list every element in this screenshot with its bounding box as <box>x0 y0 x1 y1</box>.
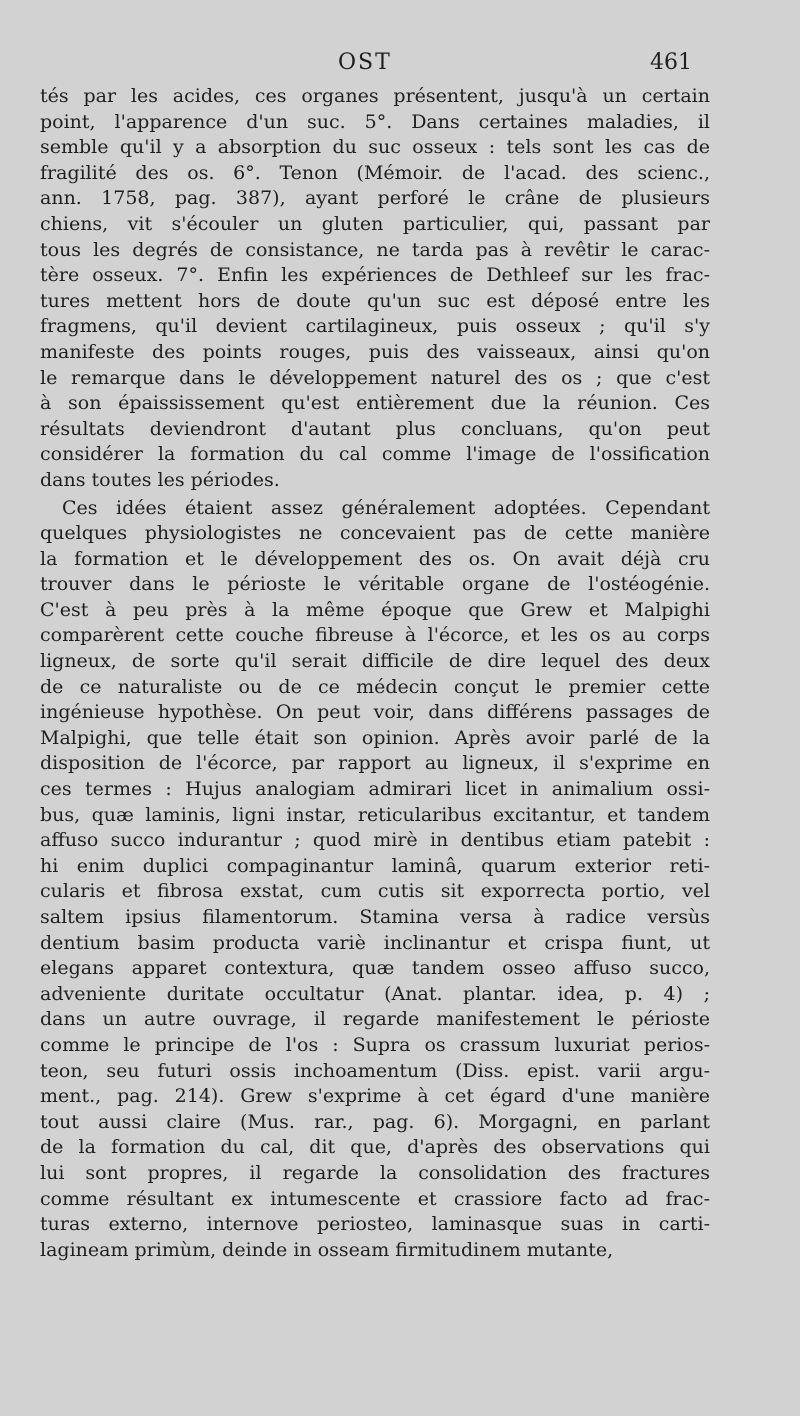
text-line: ingénieuse hypothèse. On peut voir, dans différens passages de <box>40 701 710 724</box>
text-line: C'est à peu près à la même époque que Grew et Malpighi <box>40 598 710 621</box>
paragraph <box>40 496 710 1264</box>
text-line: lui sont propres, il regarde la consolidation des fractures <box>40 1161 710 1184</box>
text-line: tés par les acides, ces organes présentent, jusqu'à un certain <box>40 85 710 107</box>
text-line: de ce naturaliste ou de ce médecin conçut le premier cette <box>40 675 710 698</box>
text-line: cularis et fibrosa exstat, cum cutis sit exporrecta portio, vel <box>40 880 710 903</box>
text-line: tout aussi claire (Mus. rar., pag. 6). Morgagni, en parlant <box>40 1110 710 1133</box>
text-line: dans toutes les périodes. <box>40 468 280 491</box>
text-line: teon, seu futuri ossis inchoamentum (Diss. epist. varii argu- <box>40 1059 710 1082</box>
text-line: manifeste des points rouges, puis des vaisseaux, ainsi qu'on <box>40 340 710 363</box>
text-line: elegans apparet contextura, quæ tandem osseo affuso succo, <box>40 957 710 980</box>
text-line: quelques physiologistes ne concevaient pas de cette manière <box>40 522 710 545</box>
text-line: la formation et le développement des os. On avait déjà cru <box>40 547 710 570</box>
text-line: affuso succo indurantur ; quod mirè in dentibus etiam patebit : <box>40 829 710 852</box>
text-line: disposition de l'écorce, par rapport au ligneux, il s'exprime en <box>40 752 710 775</box>
text-line: turas externo, internove periosteo, laminasque suas in carti- <box>40 1213 710 1236</box>
text-line: point, l'apparence d'un suc. 5°. Dans certaines maladies, il <box>40 110 710 133</box>
text-line: ment., pag. 214). Grew s'exprime à cet égard d'une manière <box>40 1085 710 1108</box>
text-line: ligneux, de sorte qu'il serait difficile de dire lequel des deux <box>40 650 710 673</box>
text-line: comme résultant ex intumescente et crassiore facto ad frac- <box>40 1187 710 1210</box>
text-line: tous les degrés de consistance, ne tarda pas à revêtir le carac- <box>40 238 710 261</box>
text-line: résultats deviendront d'autant plus concluans, qu'on peut <box>40 417 710 440</box>
text-line: à son épaississement qu'est entièrement due la réunion. Ces <box>40 392 710 415</box>
text-line: bus, quæ laminis, ligni instar, reticularibus excitantur, et tandem <box>40 803 710 826</box>
text-line: lagineam primùm, deinde in osseam firmitudinem mutante, <box>40 1238 614 1261</box>
text-line: fragmens, qu'il devient cartilagineux, puis osseux ; qu'il s'y <box>40 315 710 338</box>
text-line: Malpighi, que telle était son opinion. Après avoir parlé de la <box>40 726 710 749</box>
page-header <box>0 50 800 80</box>
running-head: OST <box>338 50 392 75</box>
text-line: considérer la formation du cal comme l'image de l'ossification <box>40 443 710 466</box>
text-line: ces termes : Hujus analogiam admirari licet in animalium ossi- <box>40 778 710 801</box>
text-line: trouver dans le périoste le véritable organe de l'ostéogénie. <box>40 573 710 596</box>
text-line: hi enim duplici compaginantur laminâ, quarum exterior reti- <box>40 854 710 877</box>
text-line: tures mettent hors de doute qu'un suc est déposé entre les <box>40 289 710 312</box>
text-line: comparèrent cette couche fibreuse à l'écorce, et les os au corps <box>40 624 710 647</box>
text-line: chiens, vit s'écouler un gluten particulier, qui, passant par <box>40 212 710 235</box>
text-line: dans un autre ouvrage, il regarde manifestement le périoste <box>40 1008 710 1031</box>
text-line: comme le principe de l'os : Supra os crassum luxuriat perios- <box>40 1033 710 1056</box>
page-number: 461 <box>650 50 692 75</box>
paragraph <box>40 84 710 494</box>
text-line: ann. 1758, pag. 387), ayant perforé le crâne de plusieurs <box>40 187 710 210</box>
text-line: semble qu'il y a absorption du suc osseux : tels sont les cas de <box>40 136 710 159</box>
text-line: le remarque dans le développement naturel des os ; que c'est <box>40 366 710 389</box>
body-text <box>40 84 710 1263</box>
text-line: Ces idées étaient assez généralement adoptées. Cependant <box>62 496 710 519</box>
text-line: adveniente duritate occultatur (Anat. plantar. idea, p. 4) ; <box>40 982 710 1005</box>
text-line: fragilité des os. 6°. Tenon (Mémoir. de l'acad. des scienc., <box>40 161 710 184</box>
text-line: saltem ipsius filamentorum. Stamina versa à radice versùs <box>40 906 710 928</box>
text-line: de la formation du cal, dit que, d'après des observations qui <box>40 1136 710 1159</box>
text-line: tère osseux. 7°. Enfin les expériences de Dethleef sur les frac- <box>40 264 710 287</box>
text-line: dentium basim producta variè inclinantur et crispa fiunt, ut <box>40 931 710 954</box>
